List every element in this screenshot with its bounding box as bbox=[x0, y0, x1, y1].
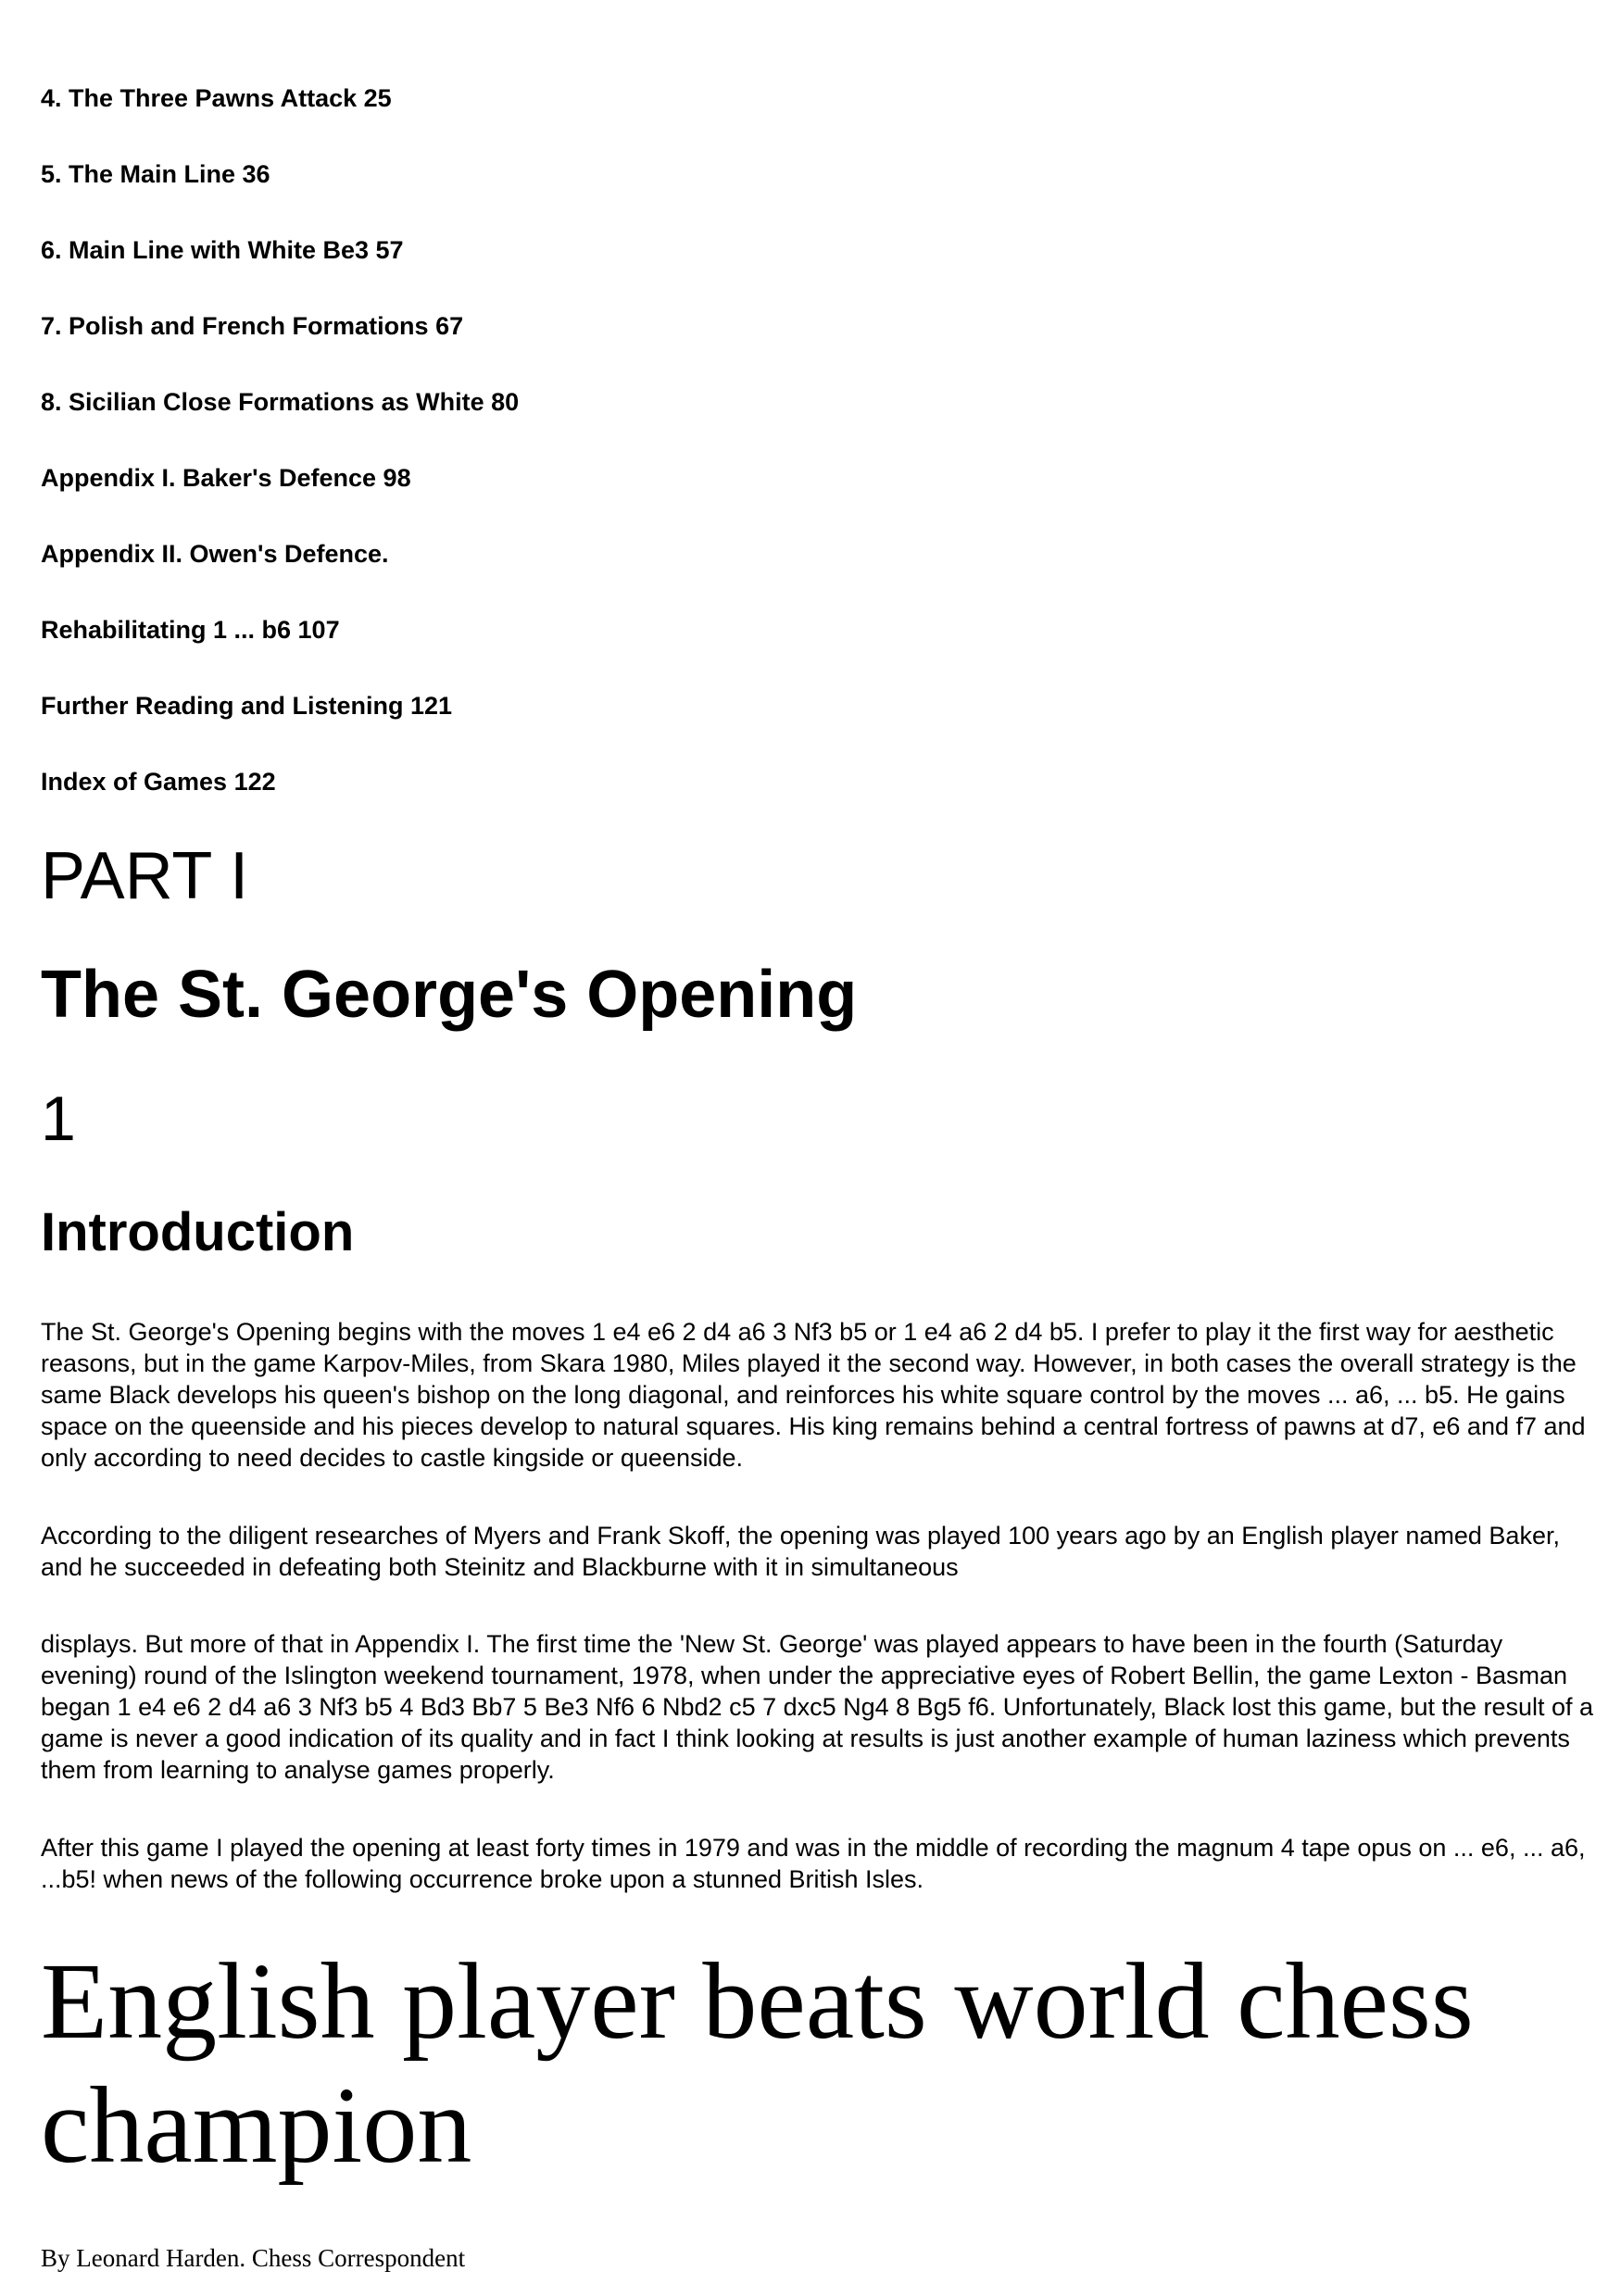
body-paragraph: After this game I played the opening at least forty times in 1979 and was in the middle of recording the magnum 4 tape opus on ... e6, ... a6, ...b5! when news of the following occurrence broke upon a stunned British Isles. bbox=[41, 1834, 1586, 1893]
body-paragraph: According to the diligent researches of Myers and Frank Skoff, the opening was played 100 years ago by an English player named Baker, and he succeeded in defeating both Steinitz and Blackburne with it in simultaneous bbox=[41, 1522, 1560, 1581]
toc-entry: Index of Games 122 bbox=[41, 768, 276, 796]
part-title: The St. George's Opening bbox=[41, 958, 858, 1032]
toc-entry: 6. Main Line with White Be3 57 bbox=[41, 236, 404, 264]
toc-entry: Further Reading and Listening 121 bbox=[41, 692, 453, 720]
toc-entry: Appendix I. Baker's Defence 98 bbox=[41, 464, 411, 492]
body-paragraph: The St. George's Opening begins with the moves 1 e4 e6 2 d4 a6 3 Nf3 b5 or 1 e4 a6 2 d4 b5. I prefer to play it the first way for aesthetic reasons, but in the game Karpov-Miles, from Skara 1980, Miles played it the second way. However, in both cases the overall strategy is the same Black develops his queen's bishop on the long diagonal, and reinforces his white square control by the moves ... a6, ... b5. He gains space on the queenside and his pieces develop to natural squares. His king remains behind a central fortress of pawns at d7, e6 and f7 and only according to need decides to castle kingside or queenside. bbox=[41, 1318, 1586, 1472]
body-paragraph: displays. But more of that in Appendix I. The first time the 'New St. George' was played appears to have been in the fourth (Saturday evening) round of the Islington weekend tournament, 1978, when under the appreciative eyes of Robert Bellin, the game Lexton - Basman began 1 e4 e6 2 d4 a6 3 Nf3 b5 4 Bd3 Bb7 5 Be3 Nf6 6 Nbd2 c5 7 dxc5 Ng4 8 Bg5 f6. Unfortunately, Black lost this game, but the result of a game is never a good indication of its quality and in fact I think looking at results is just another example of human laziness which prevents them from learning to analyse games properly. bbox=[41, 1630, 1594, 1784]
part-label: PART I bbox=[41, 839, 249, 913]
table-of-contents bbox=[41, 83, 1597, 797]
toc-entry: Appendix II. Owen's Defence. bbox=[41, 540, 389, 568]
toc-entry: 4. The Three Pawns Attack 25 bbox=[41, 84, 392, 112]
chapter-number: 1 bbox=[41, 1084, 76, 1154]
newspaper-byline: By Leonard Harden. Chess Correspondent bbox=[41, 2244, 466, 2272]
document-page bbox=[41, 0, 1597, 2272]
toc-entry: 7. Polish and French Formations 67 bbox=[41, 312, 464, 340]
newspaper-headline: English player beats world chess champion bbox=[41, 1940, 1474, 2186]
chapter-title: Introduction bbox=[41, 1202, 355, 1262]
toc-entry: Rehabilitating 1 ... b6 107 bbox=[41, 616, 340, 644]
toc-entry: 5. The Main Line 36 bbox=[41, 160, 270, 188]
toc-entry: 8. Sicilian Close Formations as White 80 bbox=[41, 388, 520, 416]
